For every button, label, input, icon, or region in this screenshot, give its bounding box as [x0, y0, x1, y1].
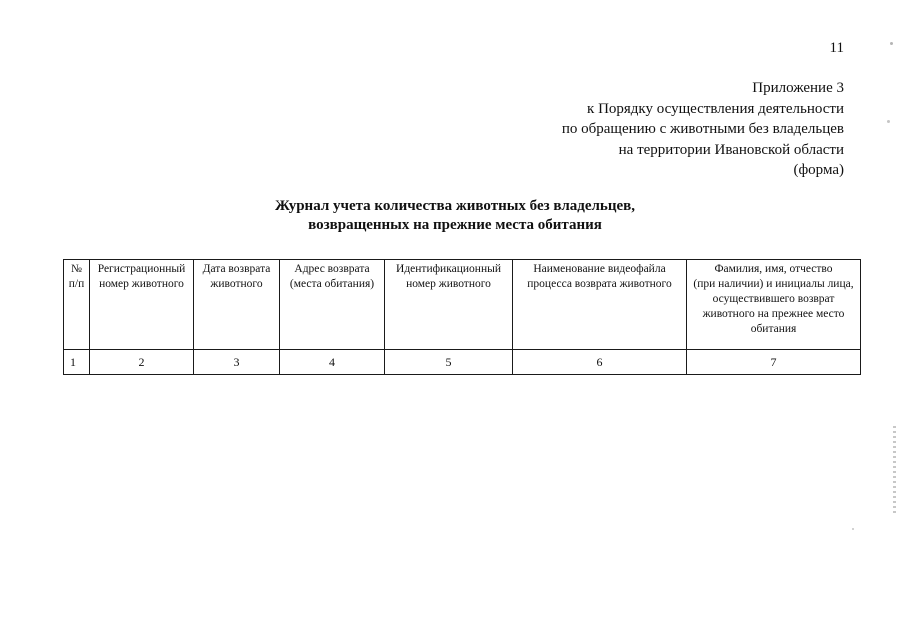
- header-cell-return-date: [194, 260, 280, 350]
- header-line: Идентификационный: [396, 263, 501, 275]
- scan-artifact: [852, 528, 854, 530]
- header-cell-video-file: [513, 260, 687, 350]
- scan-artifact: [893, 426, 896, 516]
- column-number-cell: 7: [687, 350, 861, 375]
- header-cell-return-address: [280, 260, 385, 350]
- journal-title-line: Журнал учета количества животных без владельцев,: [275, 198, 635, 214]
- header-line: Наименование видеофайла: [533, 263, 666, 275]
- appendix-line: на территории Ивановской области: [618, 141, 844, 158]
- column-number-cell: 2: [90, 350, 194, 375]
- header-line: процесса возврата животного: [527, 278, 672, 290]
- header-line: Дата возврата: [202, 263, 271, 275]
- header-line: осуществившего возврат: [712, 293, 835, 305]
- scan-artifact: [890, 42, 893, 45]
- header-line: животного: [210, 278, 263, 290]
- header-line: п/п: [68, 278, 85, 290]
- header-cell-identification: [385, 260, 513, 350]
- column-number-cell: 6: [513, 350, 687, 375]
- column-number-cell: 1: [64, 350, 90, 375]
- header-line: (места обитания): [289, 278, 375, 290]
- appendix-line: по обращению с животными без владельцев: [561, 121, 844, 137]
- header-line: Адрес возврата: [294, 263, 370, 275]
- column-number-cell: 3: [194, 350, 280, 375]
- scan-artifact: [887, 120, 890, 123]
- appendix-line: Приложение 3: [752, 80, 844, 96]
- page-number: 11: [829, 40, 844, 56]
- journal-title: [200, 197, 710, 235]
- header-cell-registration: [90, 260, 194, 350]
- header-cell-number: [64, 260, 90, 350]
- column-number-cell: 5: [385, 350, 513, 375]
- journal-table: [63, 259, 861, 375]
- header-line: номер животного: [406, 278, 491, 290]
- column-number-cell: 4: [280, 350, 385, 375]
- header-line: животного на прежнее место: [702, 308, 845, 320]
- header-line: номер животного: [99, 278, 184, 290]
- header-line: Регистрационный: [97, 263, 186, 275]
- header-line: Фамилия, имя, отчество: [714, 263, 833, 275]
- header-line: (при наличии) и инициалы лица,: [693, 278, 854, 290]
- header-line: №: [71, 263, 82, 275]
- header-cell-responsible-person: [687, 260, 861, 350]
- appendix-line: (форма): [793, 162, 844, 178]
- column-number-row: [64, 350, 861, 375]
- journal-title-line: возвращенных на прежние места обитания: [308, 217, 602, 233]
- table-header-row: [64, 260, 861, 350]
- appendix-block: [424, 78, 844, 181]
- header-line: обитания: [750, 323, 797, 335]
- appendix-line: к Порядку осуществления деятельности: [587, 100, 844, 117]
